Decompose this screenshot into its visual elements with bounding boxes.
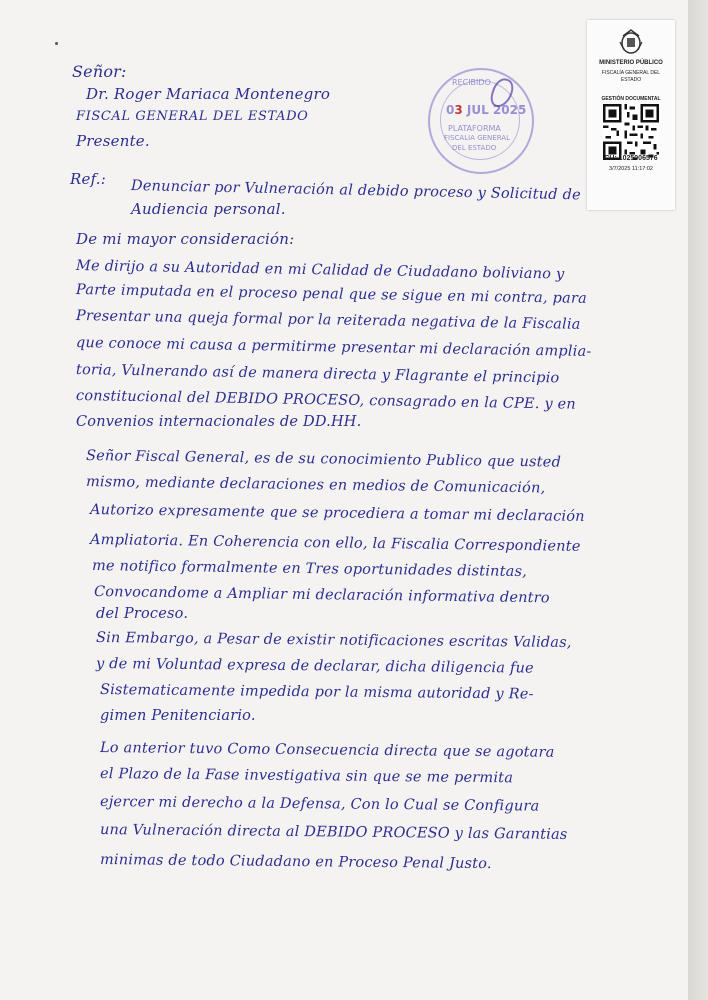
paragraph-line: gimen Penitenciario. <box>100 708 256 724</box>
stamp-date <box>446 103 526 117</box>
label-timestamp: 3/7/2025 11:17:02 <box>609 166 653 172</box>
page-edge <box>688 0 708 1000</box>
stamp-text: PLATAFORMA <box>448 124 501 133</box>
paragraph-line: mismo, mediante declaraciones en medios de Comunicación, <box>85 474 546 497</box>
stamp-text: DEL ESTADO <box>452 144 497 152</box>
paragraph-line: que conoce mi causa a permitirme presentar mi declaración amplia- <box>75 335 592 360</box>
label-cu-number: CU: 1025006576 <box>604 155 658 162</box>
salutation: Señor: <box>72 62 127 81</box>
document-label <box>587 20 675 210</box>
reference-label: Ref.: <box>70 170 107 188</box>
paragraph-line: Sistematicamente impedida por la misma autoridad y Re- <box>99 682 534 703</box>
paragraph-line: Me dirijo a su Autoridad en mi Calidad de Ciudadano boliviano y <box>75 258 565 283</box>
presente: Presente. <box>76 132 150 150</box>
addressee-office: FISCAL GENERAL DEL ESTADO <box>76 109 309 124</box>
stamp-date-prefix: 0 <box>446 103 455 117</box>
addressee-name: Dr. Roger Mariaca Montenegro <box>86 85 331 103</box>
greeting: De mi mayor consideración: <box>76 230 295 248</box>
paragraph-line: Sin Embargo, a Pesar de existir notificaciones escritas Validas, <box>95 630 572 651</box>
paragraph-line: toria, Vulnerando así de manera directa y Flagrante el principio <box>75 362 560 387</box>
paragraph-line: Ampliatoria. En Coherencia con ello, la Fiscalia Correspondiente <box>89 532 581 555</box>
page-mark <box>55 42 58 45</box>
stamp-received-text: RECIBIDO <box>452 78 491 87</box>
stamp-text: FISCALIA GENERAL <box>444 134 510 142</box>
coat-of-arms-icon <box>617 28 645 56</box>
paragraph-line: Lo anterior tuvo Como Consecuencia directa que se agotara <box>99 740 555 761</box>
stamp-date-day: 3 <box>454 103 463 117</box>
label-office: FISCALÍA GENERAL DEL <box>601 70 661 76</box>
reference-line: Audiencia personal. <box>131 200 286 218</box>
paragraph-line: Autorizo expresamente que se procediera a tomar mi declaración <box>89 502 585 525</box>
stamp-date-rest: JUL 2025 <box>462 103 527 117</box>
label-section: GESTIÓN DOCUMENTAL <box>601 96 661 102</box>
paragraph-line: Parte imputada en el proceso penal que se sigue en mi contra, para <box>75 282 588 307</box>
paragraph-line: el Plazo de la Fase investigativa sin que se me permita <box>99 766 514 787</box>
paragraph-line: me notifico formalmente en Tres oportunidades distintas, <box>91 558 528 581</box>
paragraph-line: una Vulneración directa al DEBIDO PROCESO y las Garantias <box>99 822 568 843</box>
paragraph-line: constitucional del DEBIDO PROCESO, consagrado en la CPE. y en <box>75 388 577 413</box>
label-institution: MINISTERIO PÚBLICO <box>599 60 663 66</box>
paragraph-line: del Proceso. <box>96 606 189 622</box>
paragraph-line: Presentar una queja formal por la reiterada negativa de la Fiscalia <box>75 308 581 333</box>
paragraph-line: Señor Fiscal General, es de su conocimiento Publico que usted <box>85 448 562 471</box>
paragraph-line: y de mi Voluntad expresa de declarar, dicha diligencia fue <box>95 656 534 677</box>
paragraph-line: Convenios internacionales de DD.HH. <box>76 414 362 430</box>
paragraph-line: minimas de todo Ciudadano en Proceso Penal Justo. <box>99 852 492 873</box>
qr-code-icon <box>603 104 659 160</box>
reference-line: Denunciar por Vulneración al debido proceso y Solicitud de <box>130 178 581 204</box>
paragraph-line: ejercer mi derecho a la Defensa, Con lo Cual se Configura <box>99 794 540 815</box>
label-office: ESTADO <box>620 77 642 83</box>
paragraph-line: Convocandome a Ampliar mi declaración informativa dentro <box>93 584 550 607</box>
